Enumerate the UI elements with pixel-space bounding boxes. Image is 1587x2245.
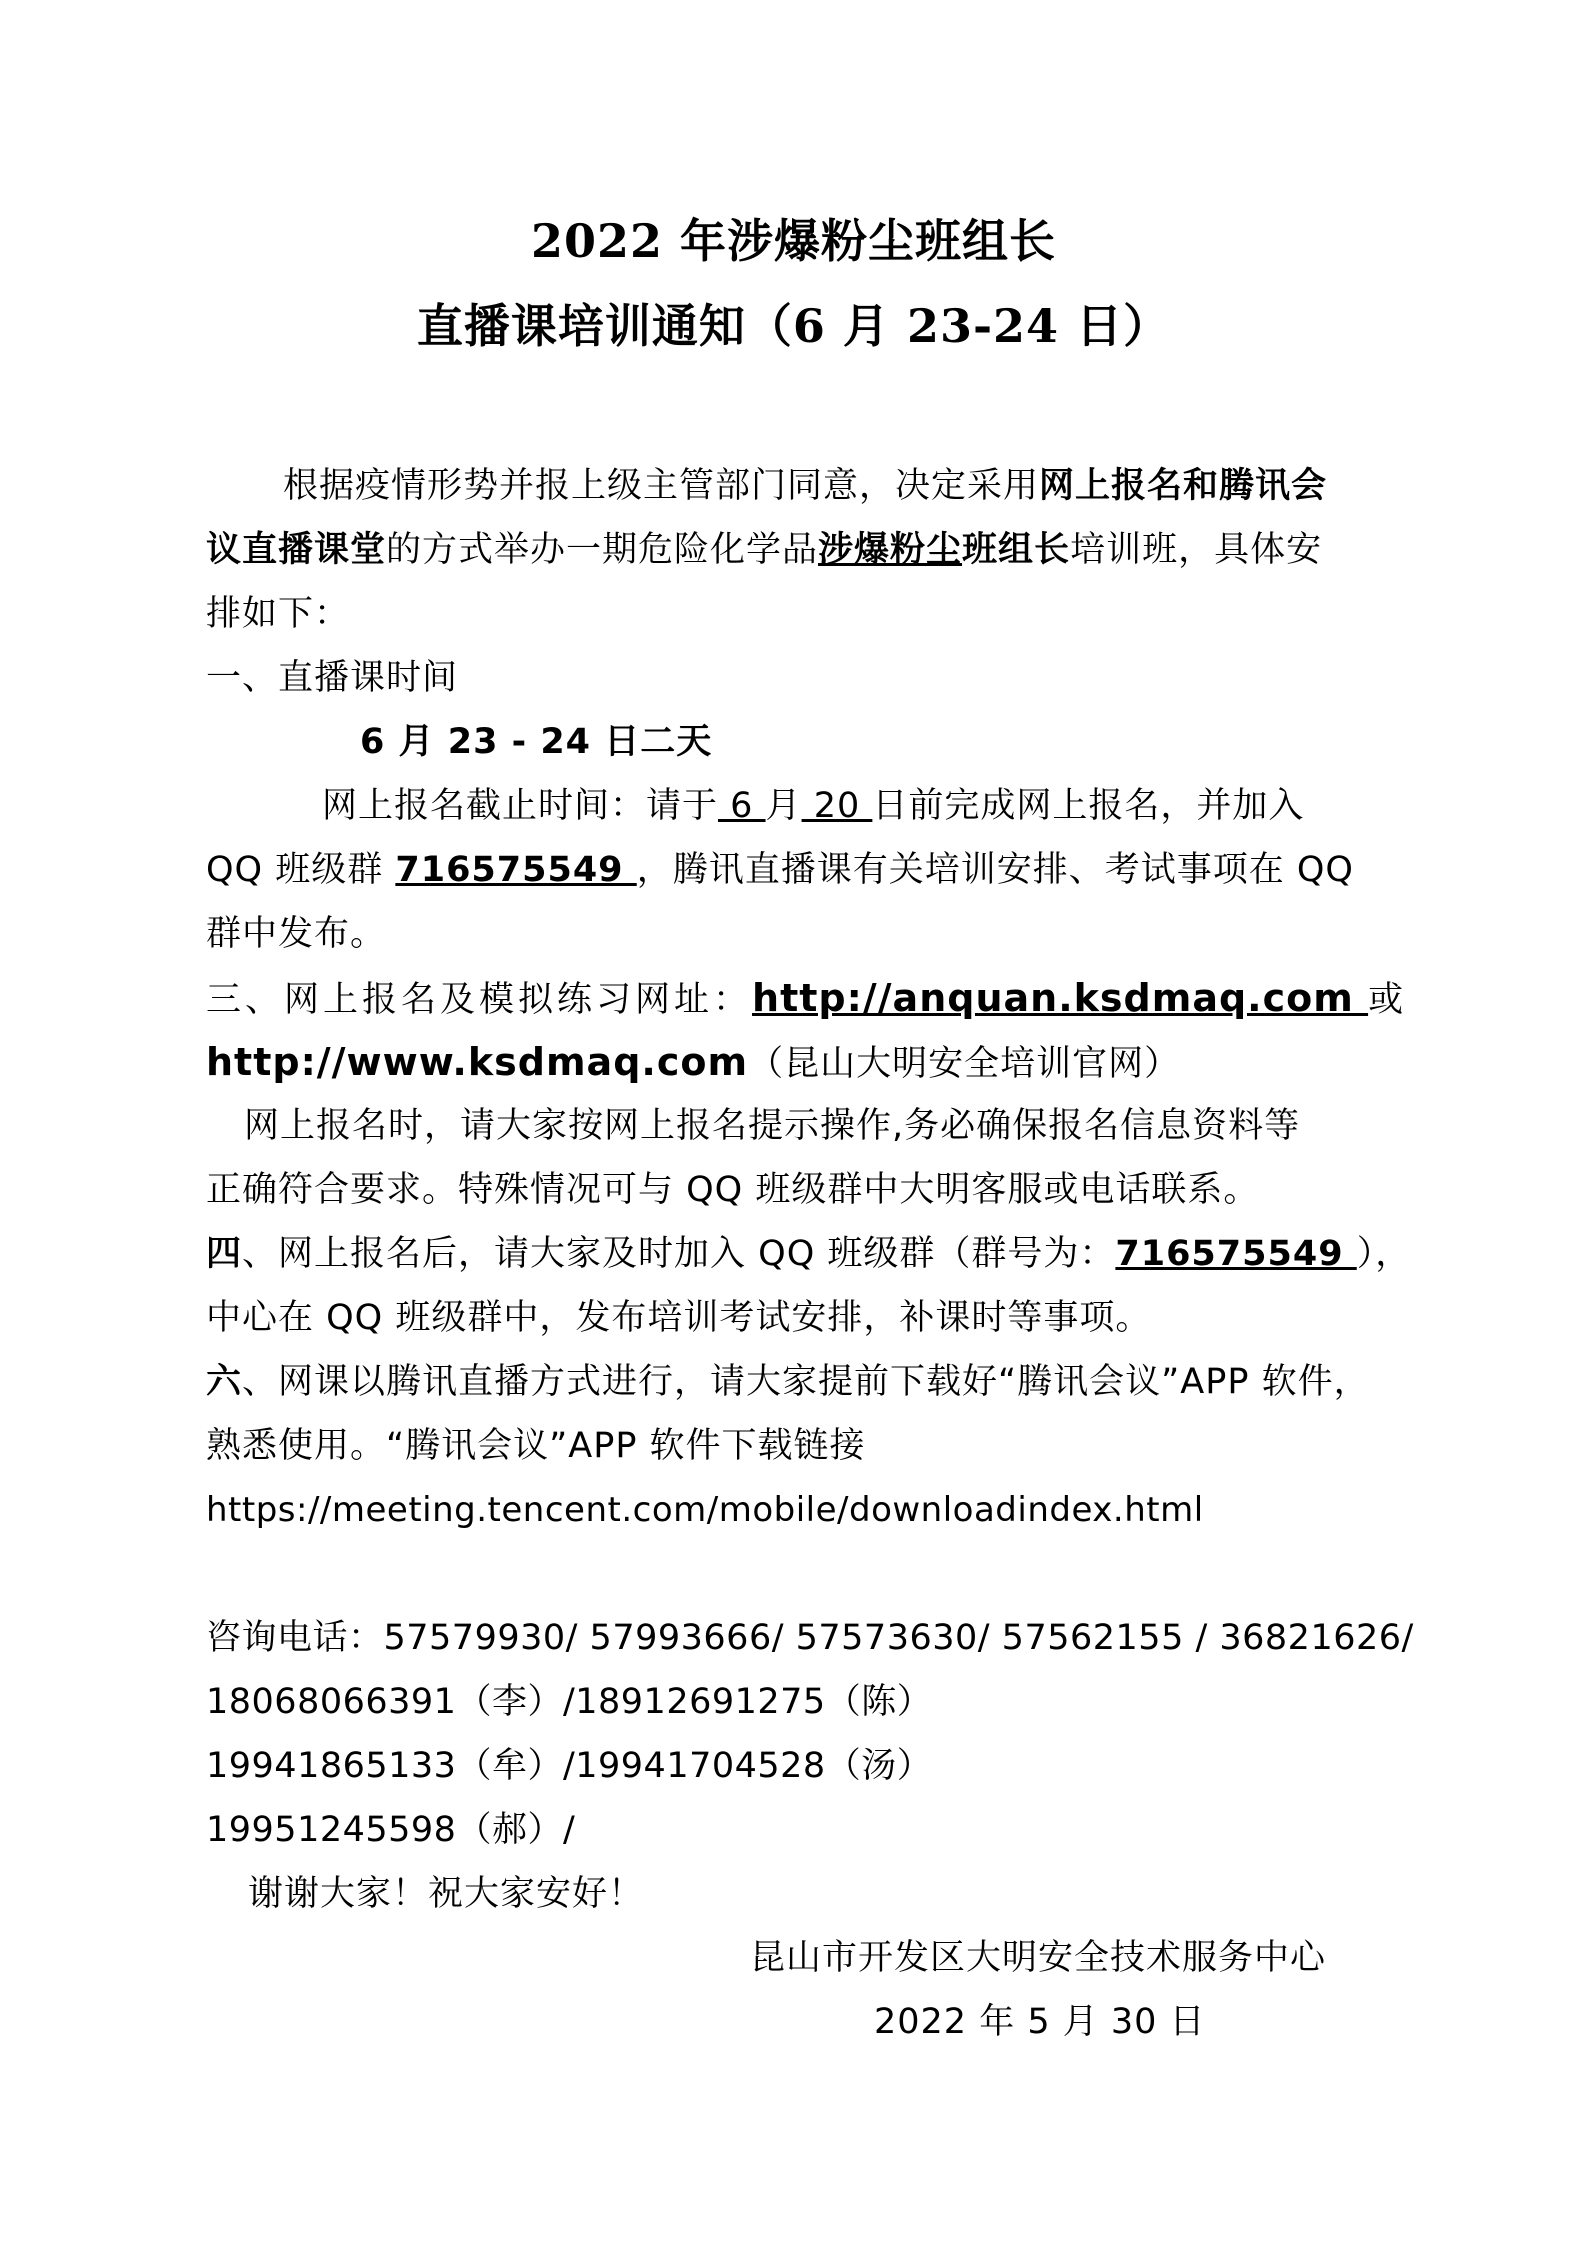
section-3-line-2 — [206, 1040, 1180, 1086]
contact-phones-1: 咨询电话：57579930/ 57993666/ 57573630/ 57562155 / 36821626/ — [206, 1618, 1414, 1658]
training-url-2[interactable]: http://www.ksdmaq.com — [206, 1040, 749, 1084]
deadline-line — [322, 784, 1304, 828]
intro-text-2: 的方式举办一期危险化学品 — [386, 530, 819, 570]
section-3-line-1 — [206, 976, 1404, 1022]
signature-org: 昆山市开发区大明安全技术服务中心 — [750, 1938, 1327, 1978]
contact-phones-3: 19941865133（牟）/19941704528（汤） — [206, 1746, 933, 1786]
section-3-heading: 三、网上报名及模拟练习网址： — [206, 980, 753, 1020]
intro-line-2 — [206, 528, 1322, 572]
intro-text: 根据疫情形势并报上级主管部门同意，决定采用 — [283, 466, 1040, 506]
section-3-para-1: 网上报名时，请大家按网上报名提示操作,务必确保报名信息资料等 — [244, 1106, 1301, 1146]
contact-phones-2: 18068066391（李）/18912691275（陈） — [206, 1682, 933, 1722]
intro-text-3: 培训班，具体安 — [1070, 530, 1323, 570]
qq-prefix: QQ 班级群 — [206, 850, 396, 890]
training-url-1[interactable]: http://anquan.ksdmaq.com — [752, 976, 1369, 1020]
or-text: 或 — [1368, 980, 1405, 1020]
live-class-dates: 6 月 23 - 24 日二天 — [360, 722, 713, 762]
qq-group-number: 716575549 — [395, 850, 637, 890]
intro-line-1 — [283, 464, 1327, 508]
intro-line-3: 排如下： — [206, 594, 351, 634]
deadline-month-unit: 月 — [765, 786, 802, 826]
section-6-line-1 — [206, 1360, 1370, 1404]
title-line-1: 2022 年涉爆粉尘班组长 — [530, 214, 1057, 268]
signature-date: 2022 年 5 月 30 日 — [874, 2002, 1206, 2042]
section-1-heading: 一、直播课时间 — [206, 658, 459, 698]
deadline-prefix: 网上报名截止时间：请于 — [322, 786, 719, 826]
tencent-download-url[interactable]: https://meeting.tencent.com/mobile/downloadindex.html — [206, 1490, 1204, 1530]
section-4-label: 四 — [206, 1234, 243, 1274]
section-4-text-end: ）， — [1356, 1234, 1412, 1274]
section-4-line-1 — [206, 1232, 1411, 1276]
qq-group-line-end: 群中发布。 — [206, 914, 387, 954]
deadline-day: 20 — [801, 786, 873, 826]
section-4-line-2: 中心在 QQ 班级群中，发布培训考试安排，补课时等事项。 — [206, 1298, 1152, 1338]
section-6-text: 、网课以腾讯直播方式进行，请大家提前下载好“腾讯会议”APP 软件， — [242, 1362, 1370, 1402]
course-name: 班组长 — [962, 530, 1071, 570]
intro-emphasis-2: 议直播课堂 — [206, 530, 387, 570]
qq-suffix: ，腾讯直播课有关培训安排、考试事项在 QQ — [636, 850, 1354, 890]
deadline-suffix: 日前完成网上报名，并加入 — [872, 786, 1305, 826]
course-name-underlined: 涉爆粉尘 — [818, 530, 963, 570]
contact-phones-4: 19951245598（郝）/ — [206, 1810, 576, 1850]
section-6-line-2: 熟悉使用。“腾讯会议”APP 软件下载链接 — [206, 1426, 866, 1466]
section-6-label: 六 — [206, 1362, 243, 1402]
thanks-line: 谢谢大家！祝大家安好！ — [248, 1874, 645, 1914]
section-4-text: 、网上报名后，请大家及时加入 QQ 班级群（群号为： — [242, 1234, 1116, 1274]
section-4-qq-number: 716575549 — [1115, 1234, 1357, 1274]
intro-emphasis: 网上报名和腾讯会 — [1039, 466, 1328, 506]
section-3-para-2: 正确符合要求。特殊情况可与 QQ 班级群中大明客服或电话联系。 — [206, 1170, 1260, 1210]
qq-group-line — [206, 848, 1354, 892]
deadline-month: 6 — [718, 786, 766, 826]
title-line-2: 直播课培训通知（6 月 23-24 日） — [416, 299, 1171, 353]
url-note: （昆山大明安全培训官网） — [748, 1044, 1181, 1084]
